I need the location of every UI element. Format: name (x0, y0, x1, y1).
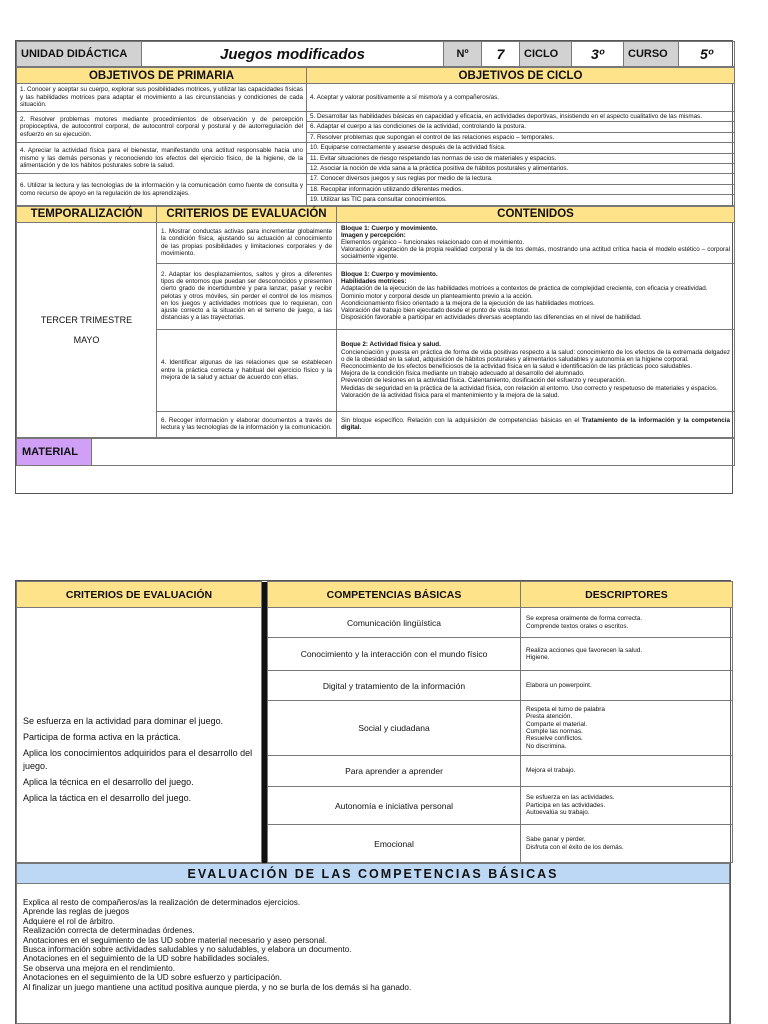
obj-ciclo-title: OBJETIVOS DE CICLO (307, 68, 735, 84)
contenido-line: Valoración del trabajo bien ejecutado desde el punto de vista motor. (341, 306, 530, 314)
evaluacion-line: Busca información sobre actividades saludables y no saludables, y elabora un documento. (23, 945, 352, 955)
criterios2-cell (17, 608, 262, 863)
contenido-line: Reconocimiento de los efectos beneficiosos de la actividad física en la salud e identificación de las prácticas poco saludables. (341, 362, 693, 370)
descriptor-line: Comparte el material. (526, 720, 588, 728)
ciclo-label: CICLO (520, 42, 572, 67)
unit-sheet (15, 40, 733, 494)
evaluacion-line: Anotaciones en el seguimiento de la UD sobre habilidades sociales. (23, 954, 270, 964)
evaluacion-cell (17, 884, 730, 1024)
obj-ciclo-item: 6. Adaptar el cuerpo a las condiciones de la actividad, controlando la postura. (307, 122, 735, 132)
objectives-table (16, 67, 735, 206)
evaluacion-line: Anotaciones en el seguimiento de la UD sobre esfuerzo y participación. (23, 973, 282, 983)
competencia-name: Social y ciudadana (268, 701, 521, 756)
criterio2-line: Aplica la técnica en el desarrollo del juego. (23, 777, 194, 787)
competencia-name: Digital y tratamiento de la información (268, 671, 521, 701)
descriptor-line: Sabe ganar y perder. (526, 836, 586, 844)
obj-ciclo-item: 4. Aceptar y valorar positivamente a sí mismo/a y a compañeros/as. (307, 84, 735, 112)
unit-header-table (16, 41, 735, 67)
criterio-item: 6. Recoger información y elaborar documentos a través de lectura y las tecnologías de la información y la comunicación. (157, 411, 337, 437)
descriptor-line: Se esfuerza en las actividades. (526, 794, 615, 802)
descriptor-cell (521, 787, 733, 825)
descriptor-line: Participa en las actividades. (526, 801, 606, 809)
contenido-line: Valoración y aceptación de la propia realidad corporal y la de los demás, mostrando una actitud crítica hacia el modelo estético – corporal socialmente vigente. (341, 246, 730, 261)
contenido-line: Sin bloque específico. Relación con la adquisición de competencias básicas en el (341, 416, 583, 424)
contenido-bloque-title: Bloque 1: Cuerpo y movimiento. (341, 270, 438, 278)
descriptor-cell (521, 638, 733, 671)
criterio-item: 2. Adaptar los desplazamientos, saltos y giros a diferentes tipos de entornos que puedan ser desconocidos y presenten cierto grado de incertidumbre y para lanzar, pasar y recibir pelotas y otros móviles, sin perder el control de los mismos en los juegos y actividades motrices que lo requieran, con ajuste correcto a la situación en el terreno de juego, a las distancias y a las trayectorias. (157, 263, 337, 329)
evaluacion-title: EVALUACIÓN DE LAS COMPETENCIAS BÁSICAS (17, 864, 730, 884)
temporalizacion-title: TEMPORALIZACIÓN (17, 206, 157, 222)
criterio2-line: Se esfuerza en la actividad para dominar el juego. (23, 716, 224, 726)
unit-title: Juegos modificados (142, 42, 444, 67)
contenido-line: Prevención de lesiones en la actividad física. Calentamiento, dosificación del esfuerzo y recuperación. (341, 377, 626, 385)
criterio2-line: Aplica la táctica en el desarrollo del juego. (23, 793, 192, 803)
descriptor-line: Autoevalúa su trabajo. (526, 809, 590, 817)
obj-primaria-item: 4. Apreciar la actividad física para el bienestar, manifestando una actitud responsable hacia uno mismo y las demás personas y reconociendo los efectos del ejercicio físico, de la higiene, de la alimentación y de los hábitos posturales sobre la salud. (17, 143, 307, 174)
contenido-bloque-title: Boque 2: Actividad física y salud. (341, 341, 441, 349)
descriptor-line: Se expresa oralmente de forma correcta. (526, 615, 643, 623)
descriptor-cell (521, 756, 733, 787)
descriptor-cell (521, 825, 733, 863)
descriptor-line: No discrimina. (526, 742, 567, 750)
competencias-table (16, 581, 733, 863)
obj-ciclo-item: 7. Resolver problemas que supongan el control de las relaciones espacio – temporales. (307, 132, 735, 142)
obj-ciclo-item: 19. Utilizar las TIC para consultar conocimientos. (307, 195, 735, 205)
contenido-block (337, 263, 735, 329)
evaluacion-line: Anotaciones en el seguimiento de las UD sobre material necesario y aseo personal. (23, 935, 328, 945)
obj-primaria-title: OBJETIVOS DE PRIMARIA (17, 68, 307, 84)
descriptor-line: Realiza acciones que favorecen la salud. (526, 646, 643, 654)
competencias-title: COMPETENCIAS BÁSICAS (268, 582, 521, 608)
competencia-name: Autonomía e iniciativa personal (268, 787, 521, 825)
descriptor-line: Mejora el trabajo. (526, 767, 576, 775)
evaluacion-table (16, 863, 730, 1024)
contenido-line: Medidas de seguridad en la práctica de la actividad física, con relación al entorno. Uso correcto y respetuoso de materiales y espacios. (341, 384, 718, 392)
evaluacion-line: Al finalizar un juego mantiene una actitud positiva aunque pierda, y no se burla de los demás si ha ganado. (23, 982, 412, 992)
contenido-subtitle: Imagen y percepción: (341, 231, 406, 239)
material-label: MATERIAL (17, 438, 92, 465)
descriptor-line: Higiene. (526, 654, 550, 661)
contenido-line: Disposición favorable a participar en actividades diversas aceptando las diferencias en el nivel de habilidad. (341, 314, 642, 322)
evaluacion-line: Se observa una mejora en el rendimiento. (23, 963, 176, 973)
num-value: 7 (482, 42, 520, 67)
competencias-sheet (15, 580, 731, 1024)
descriptor-line: Resuelve conflictos. (526, 735, 583, 743)
ciclo-value: 3º (572, 42, 624, 67)
contenido-block (337, 411, 735, 437)
obj-ciclo-item: 12. Asociar la noción de vida sana a la práctica positiva de hábitos posturales y alimentarios. (307, 164, 735, 174)
descriptor-cell (521, 671, 733, 701)
obj-primaria-item: 6. Utilizar la lectura y las tecnologías de la información y la comunicación como fuente de consulta y como recurso de apoyo en la regulación de los aprendizajes. (17, 174, 307, 205)
descriptor-cell (521, 608, 733, 638)
material-value (92, 438, 735, 465)
contenido-line: Dominio motor y corporal desde un planteamiento previo a la acción. (341, 292, 533, 300)
contenido-bloque-title: Bloque 1: Cuerpo y movimiento. (341, 224, 438, 232)
descriptor-line: Comprende textos orales o escritos. (526, 622, 629, 630)
evaluacion-line: Aprende las reglas de juegos (23, 907, 130, 917)
contenido-line: Adaptación de la ejecución de las habilidades motrices a contextos de práctica de complejidad creciente, con eficacia y creatividad. (341, 285, 708, 293)
contenido-subtitle: Habilidades motrices: (341, 278, 407, 286)
contenido-line: Mejora de la condición física mediante un trabajo adecuado al desarrollo del alumnado. (341, 370, 585, 378)
descriptor-line: Presta atención. (526, 713, 573, 721)
temporalizacion-cell (17, 222, 157, 437)
temporalizacion-month: MAYO (73, 334, 100, 345)
unidad-label: UNIDAD DIDÁCTICA (17, 42, 142, 67)
contenidos-title: CONTENIDOS (337, 206, 735, 222)
obj-ciclo-item: 17. Conocer diversos juegos y sus reglas por medio de la lectura. (307, 174, 735, 184)
descriptor-line: Respeta el turno de palabra (526, 705, 605, 713)
programming-table (16, 206, 735, 438)
competencia-name: Para aprender a aprender (268, 756, 521, 787)
contenido-line: Concienciación y puesta en práctica de forma de vida positivas respecto a la salud: conocimiento de los efectos de la extremada delgadez o de la obesidad en la salud, adquisición de hábitos posturales y alimentarios saludables y autonomía en la higiene corporal. (341, 348, 730, 363)
obj-ciclo-item: 18. Recopilar información utilizando diferentes medios. (307, 184, 735, 194)
temporalizacion-trimester: TERCER TRIMESTRE (40, 314, 133, 325)
descriptor-line: Disfruta con el éxito de los demás. (526, 843, 624, 851)
criterio-item: 1. Mostrar conductas activas para incrementar globalmente la condición física, ajustando su actuación al conocimiento de las propias posibilidades y limitaciones corporales y de movimiento. (157, 222, 337, 263)
descriptor-line: Cumple las normas. (526, 728, 583, 735)
obj-ciclo-item: 11. Evitar situaciones de riesgo respetando las normas de uso de materiales y espacios. (307, 153, 735, 163)
contenido-line: Valoración de la actividad física para el mantenimiento y la mejora de la salud. (341, 391, 560, 399)
criterios2-title: CRITERIOS DE EVALUACIÓN (17, 582, 262, 608)
evaluacion-line: Explica al resto de compañeros/as la realización de determinados ejercicios. (23, 898, 301, 907)
criterio2-line: Participa de forma activa en la práctica. (23, 732, 181, 742)
obj-ciclo-item: 5. Desarrollar las habilidades básicas en capacidad y eficacia, en actividades deportivas, insistiendo en el aspecto cualitativo de las mismas. (307, 112, 735, 122)
descriptor-line: Elabora un powerpoint. (526, 681, 592, 689)
contenido-bold-text: Tratamiento de la información y la competencia digital. (341, 416, 730, 432)
criterio2-line: Aplica los conocimientos adquiridos para el desarrollo del juego. (23, 748, 253, 771)
contenido-block (337, 329, 735, 411)
contenido-line: Acondicionamiento físico orientado a la mejora de la ejecución de las habilidades motrices. (341, 299, 595, 307)
contenido-block (337, 222, 735, 263)
criterios-title: CRITERIOS DE EVALUACIÓN (157, 206, 337, 222)
curso-label: CURSO (624, 42, 679, 67)
curso-value: 5º (679, 42, 735, 67)
num-label: Nº (444, 42, 482, 67)
obj-ciclo-item: 10. Equiparse correctamente y asearse después de la actividad física. (307, 143, 735, 153)
obj-primaria-item: 1. Conocer y aceptar su cuerpo, explorar sus posibilidades motrices, y utilizar las capacidades físicas y las habilidades motrices para adaptar el movimiento a las circunstancias y condiciones de cada situación. (17, 84, 307, 112)
competencia-name: Comunicación lingüística (268, 608, 521, 638)
criterio-item: 4. Identificar algunas de las relaciones que se establecen entre la práctica correcta y habitual del ejercicio físico y la mejora de la salud y actuar de acuerdo con ellas. (157, 329, 337, 411)
evaluacion-line: Realización correcta de determinadas órdenes. (23, 926, 195, 936)
descriptores-title: DESCRIPTORES (521, 582, 733, 608)
descriptor-cell (521, 701, 733, 756)
evaluacion-line: Adquiere el rol de árbitro. (23, 916, 115, 926)
competencia-name: Emocional (268, 825, 521, 863)
competencia-name: Conocimiento y la interacción con el mundo físico (268, 638, 521, 671)
obj-primaria-item: 2. Resolver problemas motores mediante procedimientos de observación y de percepción propioceptiva, de autocontrol corporal, de autocontrol corporal y postural y de autorregulación del esfuerzo en su ejecución. (17, 112, 307, 143)
material-table (16, 438, 735, 466)
contenido-line: Elementos orgánico – funcionales relacionado con el movimiento. (341, 239, 525, 247)
